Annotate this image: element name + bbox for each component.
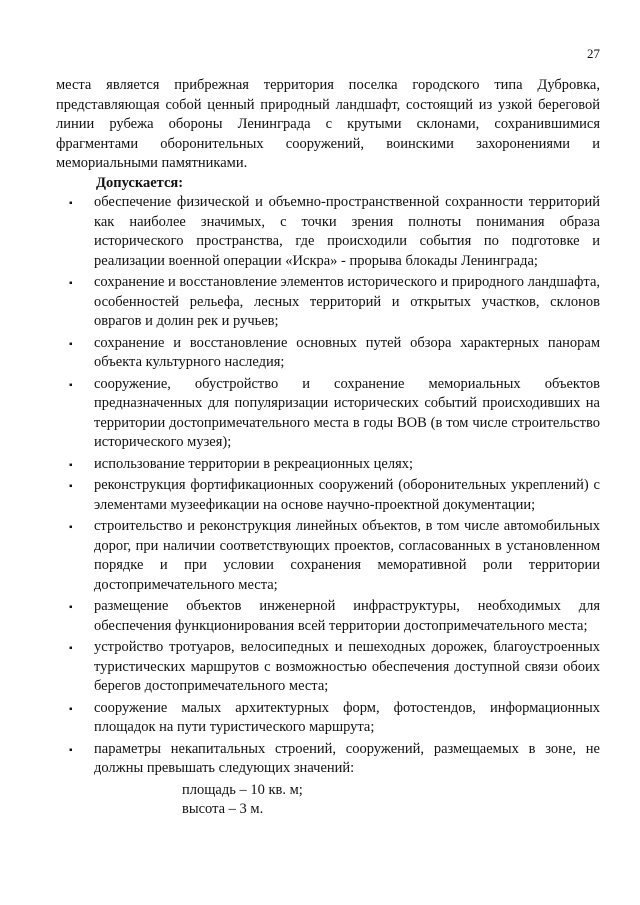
list-item — [56, 193, 600, 271]
list-item-text: устройство тротуаров, велосипедных и пешеходных дорожек, благоустроенных туристических маршрутов с возможностью обеспечения доступной связи обоих берегов достопримечательного места; — [94, 639, 600, 694]
list-item — [56, 740, 600, 779]
bullet-icon: ▪ — [69, 481, 73, 492]
list-item — [56, 699, 600, 738]
bullet-icon: ▪ — [69, 703, 73, 715]
bullet-icon: ▪ — [69, 744, 73, 756]
bullet-icon: ▪ — [69, 602, 73, 613]
document-body — [56, 76, 600, 820]
permitted-list — [56, 193, 600, 779]
bullet-icon: ▪ — [69, 643, 73, 654]
bullet-icon: ▪ — [69, 379, 73, 391]
section-heading: Допускается: — [96, 174, 184, 191]
list-item — [56, 273, 600, 332]
bullet-icon: ▪ — [69, 338, 73, 350]
list-item-text: сооружение малых архитектурных форм, фотостендов, информационных площадок на пути туристического маршрута; — [94, 699, 600, 735]
bullet-icon: ▪ — [69, 459, 73, 471]
list-item — [56, 334, 600, 373]
list-item — [56, 597, 600, 636]
list-item — [56, 455, 600, 475]
list-item — [56, 638, 600, 697]
list-item-text: размещение объектов инженерной инфраструктуры, необходимых для обеспечения функционирования всей территории достопримечательного места; — [94, 598, 600, 634]
intro-paragraph: места является прибрежная территория поселка городского типа Дубровка, представляющая собой ценный природный ландшафт, состоящий из узкой береговой линии рубежа обороны Ленинграда с крутыми склонами, сохранившимися фрагментами оборонительных сооружений, воинскими захоронениями и мемориальными памятниками. — [56, 77, 600, 171]
list-item-text: сооружение, обустройство и сохранение мемориальных объектов предназначенных для популяризации исторических событий происходивших на территории достопримечательного места в годы ВОВ (в том числе строительство исторического музея); — [94, 375, 600, 450]
list-item-text: реконструкция фортификационных сооружений (оборонительных укреплений) с элементами музеефикации на основе научно-проектной документации; — [94, 477, 600, 513]
parameter-height: высота – 3 м. — [182, 801, 264, 817]
list-item — [56, 476, 600, 515]
list-item-text: использование территории в рекреационных целях; — [94, 455, 414, 472]
list-item-text: строительство и реконструкция линейных объектов, в том числе автомобильных дорог, при наличии соответствующих проектов, согласованных в установленном порядке и при условии сохранения меморативной роли территории достопримечательного места; — [94, 518, 600, 593]
bullet-icon: ▪ — [69, 198, 73, 209]
list-item-text: сохранение и восстановление элементов исторического и природного ландшафта, особенностей рельефа, лесных территорий и открытых участков, склонов оврагов и долин рек и ручьев; — [94, 274, 600, 329]
list-item-text: сохранение и восстановление основных путей обзора характерных панорам объекта культурного наследия; — [94, 334, 600, 370]
list-item — [56, 517, 600, 595]
bullet-icon: ▪ — [69, 278, 73, 289]
list-item — [56, 375, 600, 453]
list-item-text: параметры некапитальных строений, сооружений, размещаемых в зоне, не должны превышать следующих значений: — [94, 740, 600, 776]
parameter-area: площадь – 10 кв. м; — [182, 781, 303, 798]
page-number: 27 — [587, 46, 600, 61]
bullet-icon: ▪ — [69, 522, 73, 533]
list-item-text: обеспечение физической и объемно-пространственной сохранности территорий как наиболее значимых, с точки зрения полноты понимания образа исторического пространства, где происходили события по подготовке и реализации военной операции «Искра» - прорыва блокады Ленинграда; — [94, 194, 600, 269]
